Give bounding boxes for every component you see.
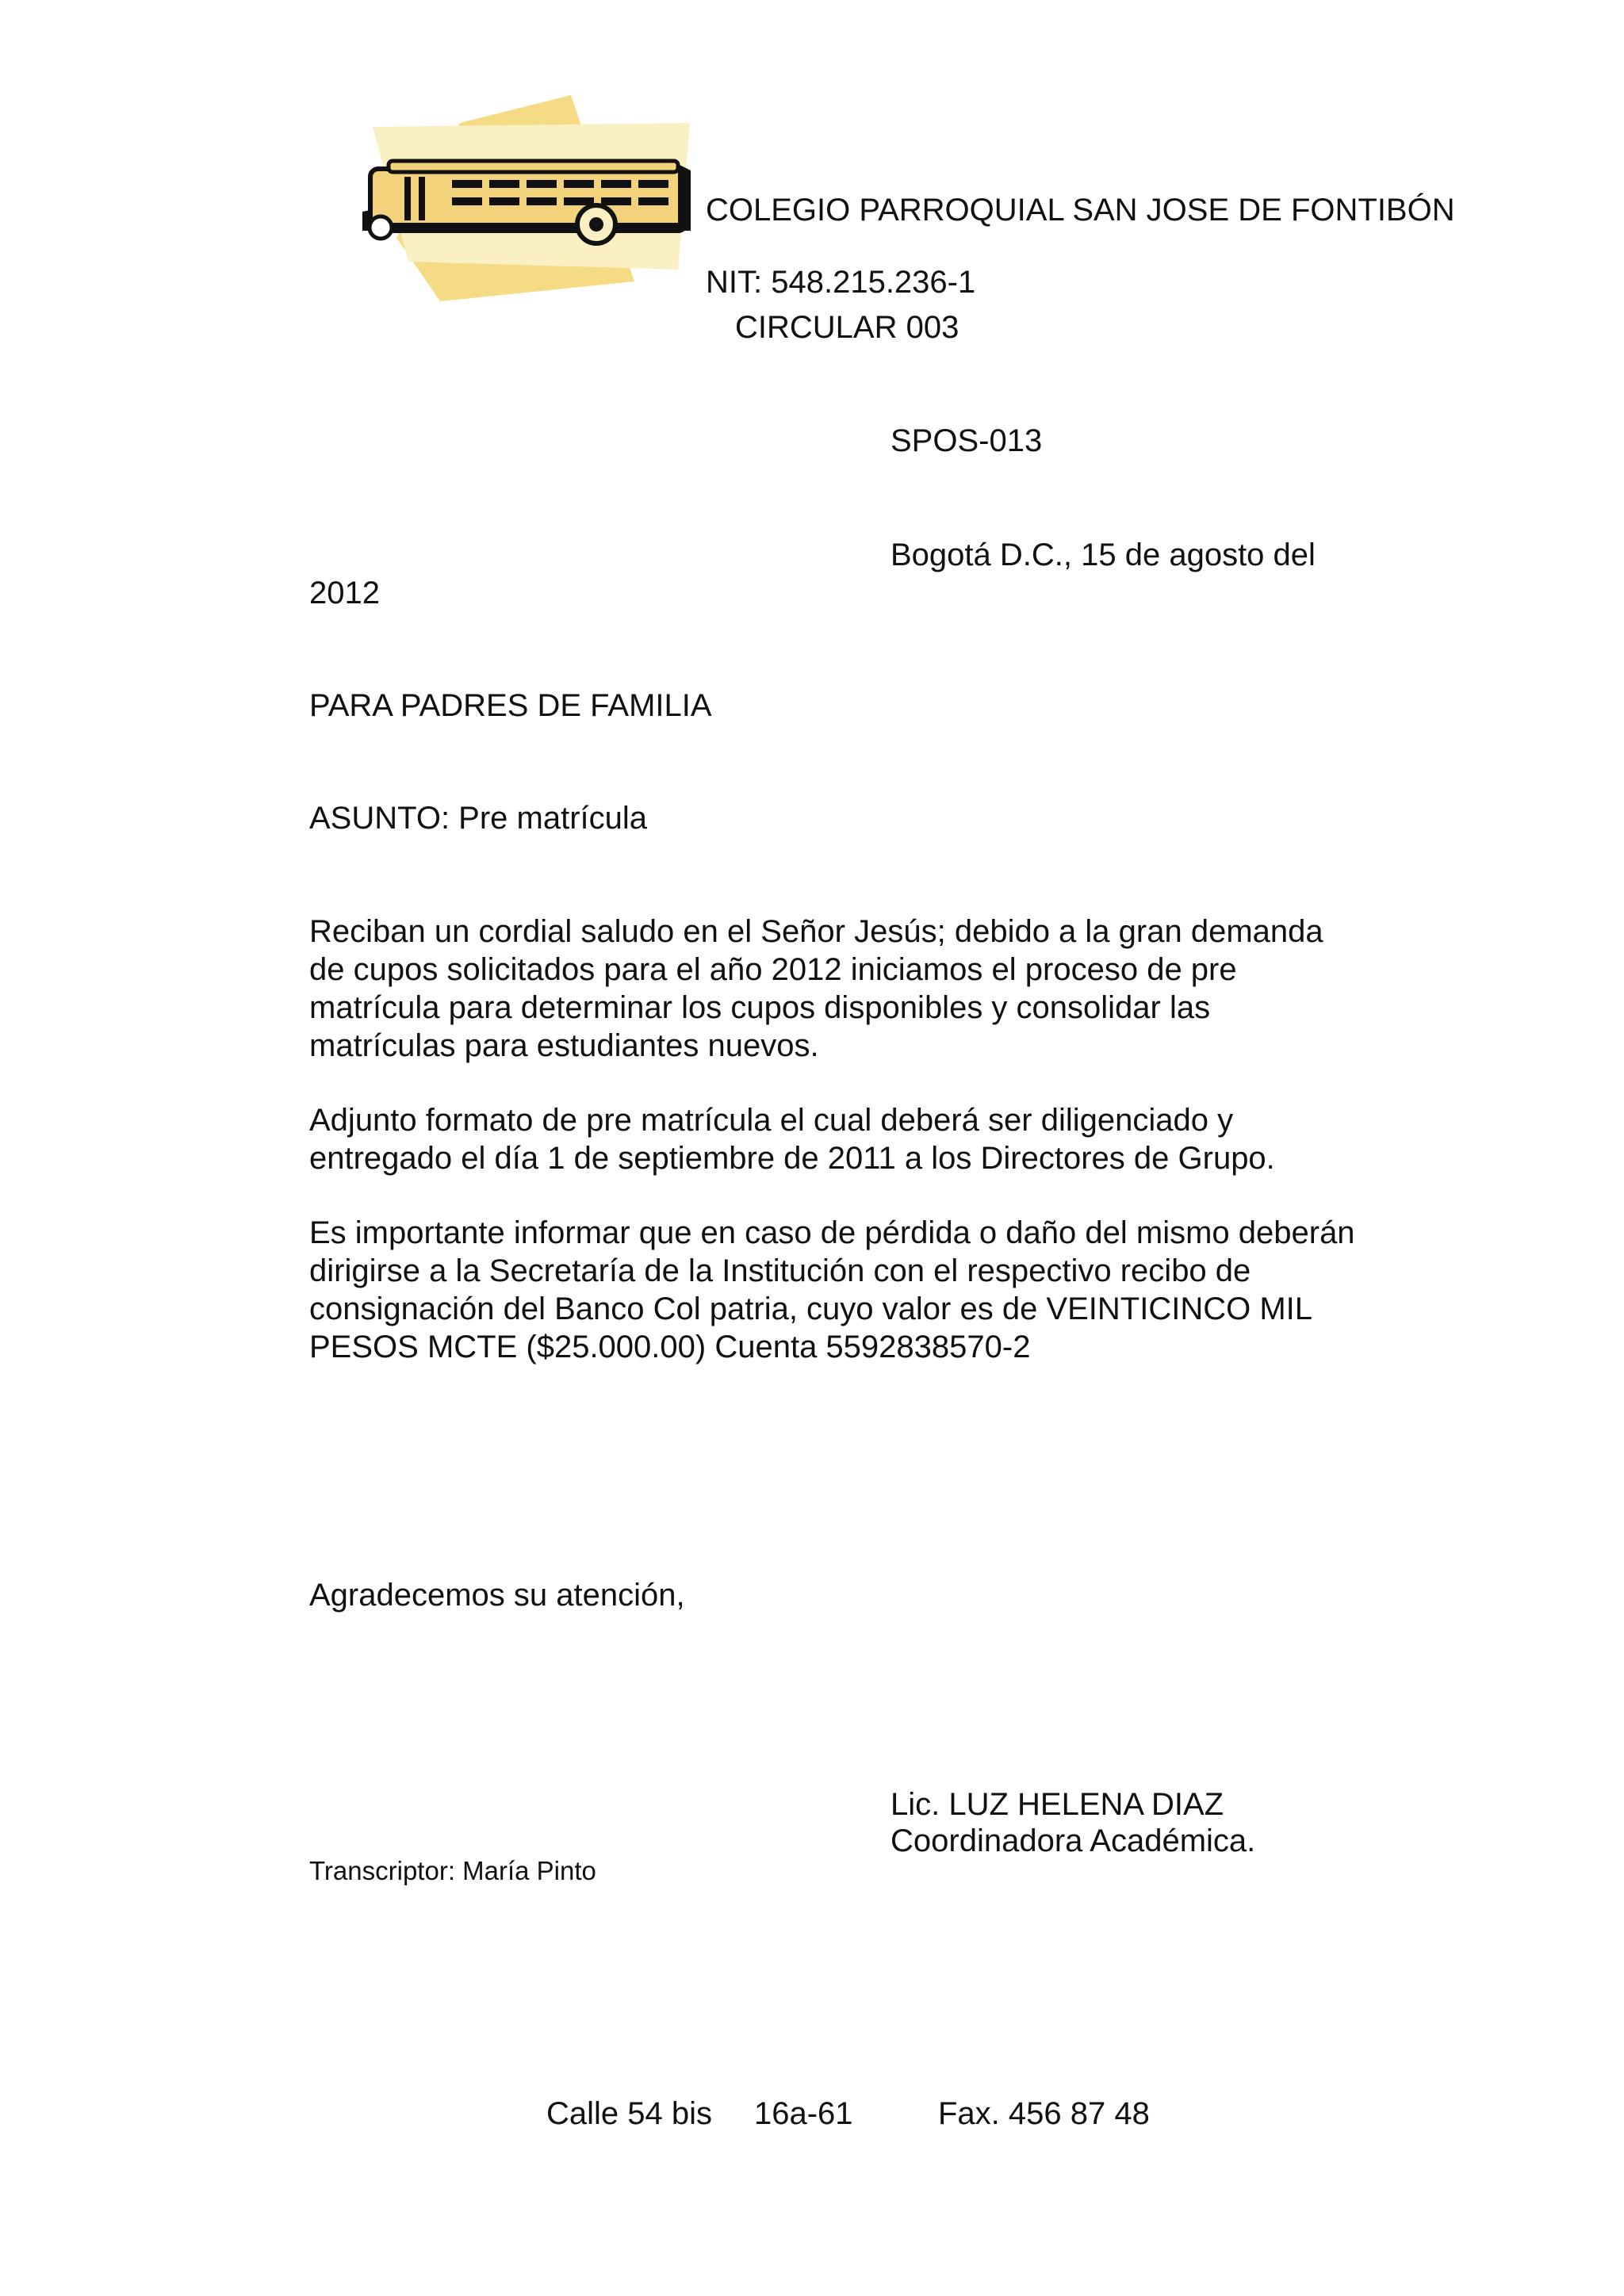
- circular-number: CIRCULAR 003: [735, 310, 959, 345]
- paragraph-line: Reciban un cordial saludo en el Señor Jesús; debido a la gran demanda: [309, 914, 1323, 949]
- footer-fax: Fax. 456 87 48: [938, 2096, 1150, 2131]
- nit-number: NIT: 548.215.236-1: [706, 265, 976, 300]
- paragraph-line: Adjunto formato de pre matrícula el cual deberá ser diligenciado y: [309, 1103, 1234, 1138]
- footer-number: 16a-61: [754, 2096, 853, 2131]
- paragraph-line: Es importante informar que en caso de pérdida o daño del mismo deberán: [309, 1215, 1355, 1250]
- subject: ASUNTO: Pre matrícula: [309, 801, 648, 836]
- logo-bus-window: [452, 197, 482, 205]
- body-paragraph-1: [309, 913, 1419, 1065]
- logo-bus-wheel-rear: [370, 216, 392, 239]
- logo-bus-window: [564, 180, 594, 188]
- date-line-2: 2012: [309, 576, 380, 610]
- logo-bus-roof: [389, 161, 678, 172]
- logo-bus-hub: [589, 217, 603, 232]
- paragraph-line: matrícula para determinar los cupos disponibles y consolidar las: [309, 990, 1211, 1025]
- date-line-1: Bogotá D.C., 15 de agosto del: [891, 538, 1316, 572]
- logo-bus-window: [601, 197, 631, 205]
- logo-bus-window: [527, 197, 557, 205]
- logo-bus-window: [452, 180, 482, 188]
- logo-bus-front: [678, 164, 691, 231]
- logo-bus-window: [527, 180, 557, 188]
- logo-bus-door: [404, 177, 411, 220]
- logo-bus-window: [489, 180, 519, 188]
- signature-role: Coordinadora Académica.: [891, 1823, 1256, 1858]
- logo-bus-window: [601, 180, 631, 188]
- logo-bus-window: [489, 197, 519, 205]
- school-bus-icon: [361, 91, 694, 305]
- footer-street: Calle 54 bis: [546, 2096, 713, 2131]
- document-code: SPOS-013: [891, 423, 1043, 458]
- paragraph-line: matrículas para estudiantes nuevos.: [309, 1028, 819, 1063]
- paragraph-line: de cupos solicitados para el año 2012 iniciamos el proceso de pre: [309, 952, 1237, 987]
- body-paragraph-2: [309, 1101, 1419, 1177]
- paragraph-line: consignación del Banco Col patria, cuyo valor es de VEINTICINCO MIL: [309, 1292, 1313, 1326]
- logo-bus-stripe: [370, 223, 686, 231]
- paragraph-line: entregado el día 1 de septiembre de 2011 a los Directores de Grupo.: [309, 1141, 1275, 1176]
- signature-name: Lic. LUZ HELENA DIAZ: [891, 1787, 1224, 1822]
- closing-line: Agradecemos su atención,: [309, 1578, 685, 1613]
- logo-bus-window: [638, 197, 668, 205]
- transcriptor: Transcriptor: María Pinto: [309, 1856, 596, 1885]
- body-paragraph-3: [309, 1214, 1419, 1366]
- recipient: PARA PADRES DE FAMILIA: [309, 688, 712, 723]
- logo-bus-door-2: [419, 177, 425, 220]
- logo-bus-window: [638, 180, 668, 188]
- paragraph-line: dirigirse a la Secretaría de la Institución con el respectivo recibo de: [309, 1253, 1251, 1288]
- school-name: COLEGIO PARROQUIAL SAN JOSE DE FONTIBÓN: [706, 193, 1455, 228]
- paragraph-line: PESOS MCTE ($25.000.00) Cuenta 5592838570-2: [309, 1330, 1031, 1364]
